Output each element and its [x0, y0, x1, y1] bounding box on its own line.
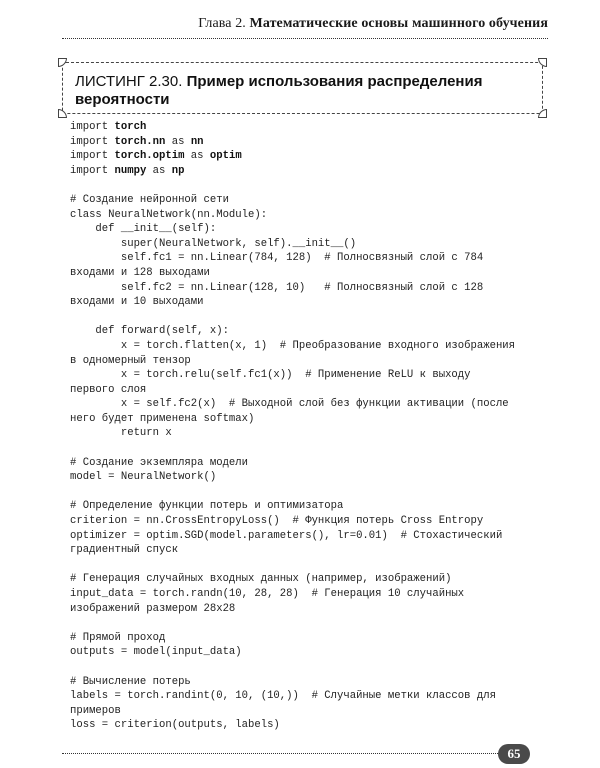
code-line: [70, 689, 536, 704]
code-line: [70, 368, 536, 383]
code-line: [70, 310, 536, 325]
code-text: self.fc1 = nn.Linear(784, 128) # Полносвязный слой с 784: [70, 252, 484, 265]
code-text: import: [70, 135, 115, 148]
code-line: [70, 266, 536, 281]
code-line: [70, 324, 536, 339]
box-corner: [538, 58, 547, 67]
code-line: [70, 470, 536, 485]
code-text: первого слоя: [70, 383, 147, 396]
code-line: [70, 120, 536, 135]
code-text: # Вычисление потерь: [70, 675, 191, 688]
code-line: [70, 193, 536, 208]
code-line: [70, 499, 536, 514]
page-number: 65: [498, 744, 530, 764]
box-corner: [58, 58, 67, 67]
code-line: [70, 543, 536, 558]
code-text: input_data = torch.randn(10, 28, 28) # Генерация 10 случайных: [70, 588, 465, 600]
code-line: [70, 222, 536, 237]
box-corner: [58, 109, 67, 118]
code-text: optimizer = optim.SGD(model.parameters(), lr=0.01) # Стохастический: [70, 529, 503, 542]
code-text: x = torch.flatten(x, 1) # Преобразование входного изображения: [70, 339, 516, 352]
code-line: [70, 485, 536, 500]
code-line: [70, 149, 536, 164]
code-line: [70, 660, 536, 675]
code-line: [70, 587, 536, 602]
code-line: [70, 339, 536, 354]
code-line: [70, 675, 536, 690]
code-line: [70, 456, 536, 471]
code-text: # Создание экземпляра модели: [70, 456, 249, 469]
listing-label: ЛИСТИНГ 2.30.: [75, 73, 183, 90]
code-line: [70, 397, 536, 412]
code-text: def forward(self, x):: [70, 325, 229, 338]
code-line: [70, 251, 536, 266]
code-text: def __init__(self):: [70, 223, 217, 236]
code-line: [70, 645, 536, 660]
chapter-number: Глава 2.: [198, 16, 246, 31]
code-text: class NeuralNetwork(nn.Module):: [70, 208, 268, 221]
code-text: labels = torch.randint(0, 10, (10,)) # Случайные метки классов для: [70, 690, 496, 703]
code-line: [70, 572, 536, 587]
running-head: [60, 16, 548, 32]
code-text: изображений размером 28x28: [70, 602, 236, 615]
code-text: # Определение функции потерь и оптимизатора: [70, 500, 344, 513]
module-name: torch.optim: [114, 150, 185, 163]
code-line: [70, 412, 536, 427]
code-text: входами и 128 выходами: [70, 266, 210, 279]
code-line: [70, 631, 536, 646]
code-text: criterion = nn.CrossEntropyLoss() # Функция потерь Cross Entropy: [70, 515, 484, 528]
code-text: outputs = model(input_data): [70, 646, 242, 659]
footer-rule: [62, 753, 498, 754]
module-name: optim: [209, 150, 242, 163]
chapter-title: Математические основы машинного обучения: [249, 16, 548, 31]
code-text: в одномерный тензор: [70, 354, 191, 367]
module-name: numpy: [114, 164, 147, 177]
code-line: [70, 558, 536, 573]
code-text: # Создание нейронной сети: [70, 193, 229, 206]
listing-title-line-2: вероятности: [75, 91, 170, 108]
code-text: self.fc2 = nn.Linear(128, 10) # Полносвязный слой с 128: [70, 281, 484, 294]
code-text: x = torch.relu(self.fc1(x)) # Применение ReLU к выходу: [70, 369, 471, 382]
module-name: torch: [114, 121, 147, 133]
listing-title-line-1: [75, 73, 532, 91]
code-text: входами и 10 выходами: [70, 296, 204, 309]
code-text: as: [184, 150, 210, 163]
code-text: x = self.fc2(x) # Выходной слой без функции активации (после: [70, 398, 509, 411]
code-text: # Прямой проход: [70, 631, 166, 644]
code-line: [70, 514, 536, 529]
code-line: [70, 237, 536, 252]
code-line: [70, 164, 536, 179]
listing-caption-box: [62, 62, 543, 114]
code-text: super(NeuralNetwork, self).__init__(): [70, 237, 357, 250]
code-line: [70, 704, 536, 719]
module-name: np: [171, 164, 185, 177]
code-text: as: [165, 135, 191, 148]
code-text: # Генерация случайных входных данных (например, изображений): [70, 573, 452, 586]
code-line: [70, 602, 536, 617]
header-rule: [62, 38, 548, 39]
code-line: [70, 441, 536, 456]
code-line: [70, 354, 536, 369]
code-text: примеров: [70, 704, 121, 717]
code-line: [70, 178, 536, 193]
code-line: [70, 281, 536, 296]
code-text: loss = criterion(outputs, labels): [70, 719, 280, 732]
module-name: nn: [190, 135, 204, 148]
code-text: as: [146, 164, 172, 177]
code-text: model = NeuralNetwork(): [70, 471, 217, 484]
module-name: torch.nn: [114, 135, 166, 148]
code-text: import: [70, 121, 115, 133]
code-line: [70, 718, 536, 733]
code-text: него будет применена softmax): [70, 412, 255, 425]
code-text: import: [70, 164, 115, 177]
listing-title: Пример использования распределения: [186, 73, 483, 90]
code-text: градиентный спуск: [70, 544, 179, 557]
box-corner: [538, 109, 547, 118]
code-text: return x: [70, 427, 172, 440]
code-line: [70, 135, 536, 150]
code-line: [70, 426, 536, 441]
code-listing: [70, 120, 536, 733]
code-line: [70, 383, 536, 398]
code-text: import: [70, 150, 115, 163]
code-line: [70, 616, 536, 631]
code-line: [70, 529, 536, 544]
code-line: [70, 295, 536, 310]
code-line: [70, 208, 536, 223]
